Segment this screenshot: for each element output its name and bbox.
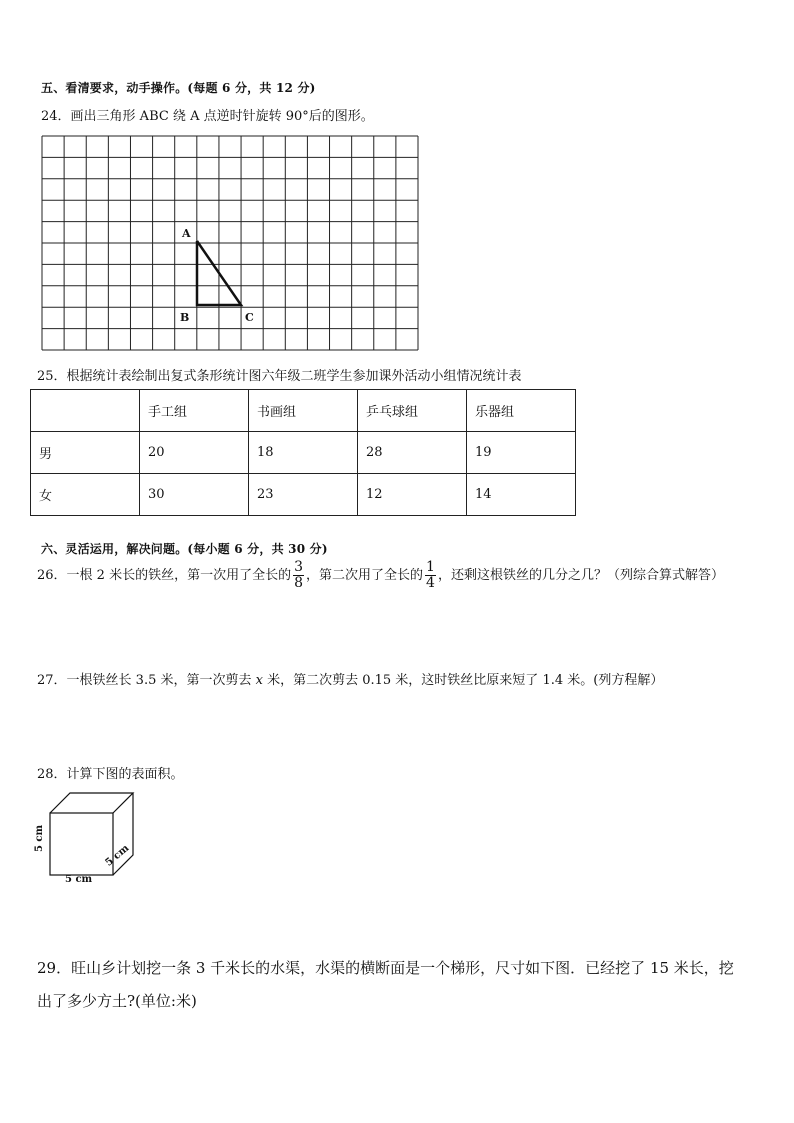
table-header-cell <box>31 390 140 432</box>
fraction-1-4 <box>425 560 436 591</box>
label-c: C <box>245 311 254 324</box>
cube-height-label: 5 cm <box>34 824 46 853</box>
table-cell: 男 <box>31 432 140 474</box>
stat-table <box>30 389 576 516</box>
question-26 <box>37 558 724 594</box>
cube-width-label: 5 cm <box>65 874 93 885</box>
q26-part1: 26．一根 2 米长的铁丝，第一次用了全长的 <box>37 568 292 583</box>
q27-part1: 27．一根铁丝长 3.5 米，第一次剪去 <box>37 673 256 688</box>
label-b: B <box>180 311 190 324</box>
question-28: 28．计算下图的表面积。 <box>37 767 184 782</box>
cube-figure <box>34 789 144 887</box>
frac1-den: 8 <box>294 575 303 591</box>
frac1-num: 3 <box>294 559 303 575</box>
section-5-title: 五、看清要求，动手操作。(每题 6 分，共 12 分) <box>41 81 316 95</box>
table-cell: 女 <box>31 474 140 516</box>
grid-svg <box>41 135 419 351</box>
table-cell: 19 <box>467 432 576 474</box>
table-cell: 28 <box>358 432 467 474</box>
table-header-cell: 手工组 <box>140 390 249 432</box>
table-header-cell: 书画组 <box>249 390 358 432</box>
table-cell: 14 <box>467 474 576 516</box>
question-29-line2: 出了多少方土?(单位:米) <box>37 992 197 1010</box>
table-header-cell: 乒乓球组 <box>358 390 467 432</box>
question-24: 24．画出三角形 ABC 绕 A 点逆时针旋转 90°后的图形。 <box>41 109 374 124</box>
section-6-title: 六、灵活运用，解决问题。(每小题 6 分，共 30 分) <box>41 542 328 556</box>
q27-part2: 米，第二次剪去 0.15 米，这时铁丝比原来短了 1.4 米。(列方程解） <box>262 673 664 688</box>
table-cell: 30 <box>140 474 249 516</box>
table-cell: 23 <box>249 474 358 516</box>
q26-part3: ，还剩这根铁丝的几分之几？（列综合算式解答） <box>437 568 724 583</box>
table-row <box>31 474 576 516</box>
table-row <box>31 432 576 474</box>
rotation-grid <box>41 135 419 355</box>
cube-svg <box>34 789 144 887</box>
table-header-row <box>31 390 576 432</box>
q27-var: x <box>255 673 263 688</box>
table-cell: 12 <box>358 474 467 516</box>
question-25: 25．根据统计表绘制出复式条形统计图六年级二班学生参加课外活动小组情况统计表 <box>37 369 522 384</box>
question-27 <box>37 669 663 688</box>
q26-part2: ，第二次用了全长的 <box>306 568 424 583</box>
question-29-line1: 29．旺山乡计划挖一条 3 千米长的水渠，水渠的横断面是一个梯形，尺寸如下图．已经挖了 15 米长，挖 <box>37 959 734 977</box>
table-header-cell: 乐器组 <box>467 390 576 432</box>
frac2-num: 1 <box>426 559 435 575</box>
fraction-3-8 <box>293 560 304 591</box>
table-cell: 20 <box>140 432 249 474</box>
table-cell: 18 <box>249 432 358 474</box>
label-a: A <box>182 227 191 240</box>
cube-depth-label: 5 cm <box>103 842 132 869</box>
frac2-den: 4 <box>426 575 435 591</box>
